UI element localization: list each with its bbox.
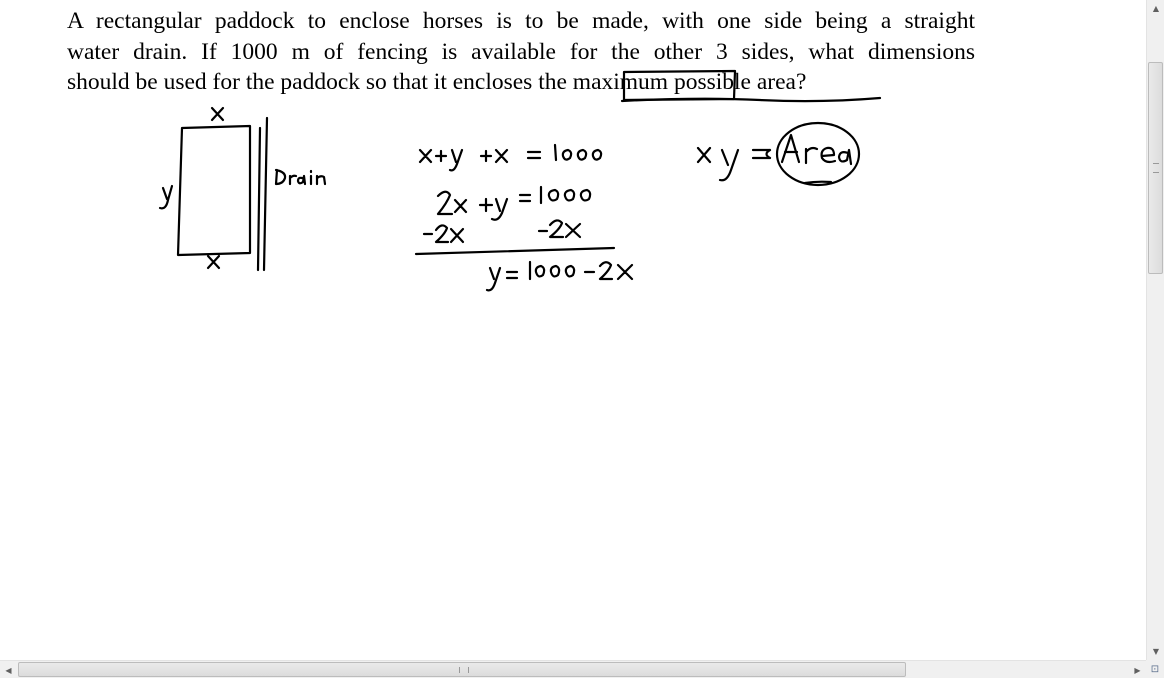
area-underline — [805, 182, 831, 183]
arrow-up-icon[interactable]: ▲ — [1152, 4, 1160, 13]
equation-work — [416, 123, 859, 290]
vertical-scrollbar[interactable] — [1146, 0, 1164, 660]
problem-line-1: A rectangular paddock to enclose horses is to be made, with one side being a straight — [67, 8, 975, 34]
arrow-right-icon[interactable]: ▶ — [1134, 665, 1141, 675]
eq1-stroke — [420, 145, 601, 170]
eq3-right-stroke — [539, 220, 580, 237]
arrow-down-icon[interactable]: ▼ — [1152, 647, 1160, 656]
vertical-thumb-grip — [1153, 163, 1159, 173]
horizontal-thumb-grip — [459, 667, 469, 673]
drain-label — [276, 170, 325, 184]
diagram-side-label-y — [160, 186, 172, 208]
drain-line-1 — [258, 128, 260, 270]
eq2-stroke — [438, 187, 590, 220]
problem-line-2: water drain. If 1000 m of fencing is available for the other 3 sides, what dimensions — [67, 38, 975, 65]
resize-grip-icon[interactable]: ⊡ — [1146, 660, 1164, 678]
paddock-diagram — [160, 108, 325, 270]
eq3-left-stroke — [424, 225, 463, 242]
horizontal-scrollbar[interactable] — [0, 660, 1146, 678]
area-circle — [777, 123, 859, 185]
vertical-scroll-thumb[interactable] — [1148, 62, 1163, 274]
diagram-top-label-x — [212, 108, 223, 120]
problem-statement — [67, 6, 975, 98]
subtraction-line — [416, 248, 614, 254]
maximum-underline — [622, 98, 880, 101]
paddock-rectangle — [178, 126, 250, 255]
arrow-left-icon[interactable]: ◀ — [5, 665, 12, 675]
problem-line-3: should be used for the paddock so that it encloses the maximum possible area? — [67, 69, 807, 95]
drain-line-2 — [264, 118, 267, 270]
diagram-bottom-label-x — [208, 256, 219, 268]
area-word-stroke — [782, 135, 851, 164]
horizontal-scroll-thumb[interactable] — [18, 662, 906, 677]
area-eq-stroke — [698, 148, 770, 180]
eq4-stroke — [487, 262, 632, 290]
